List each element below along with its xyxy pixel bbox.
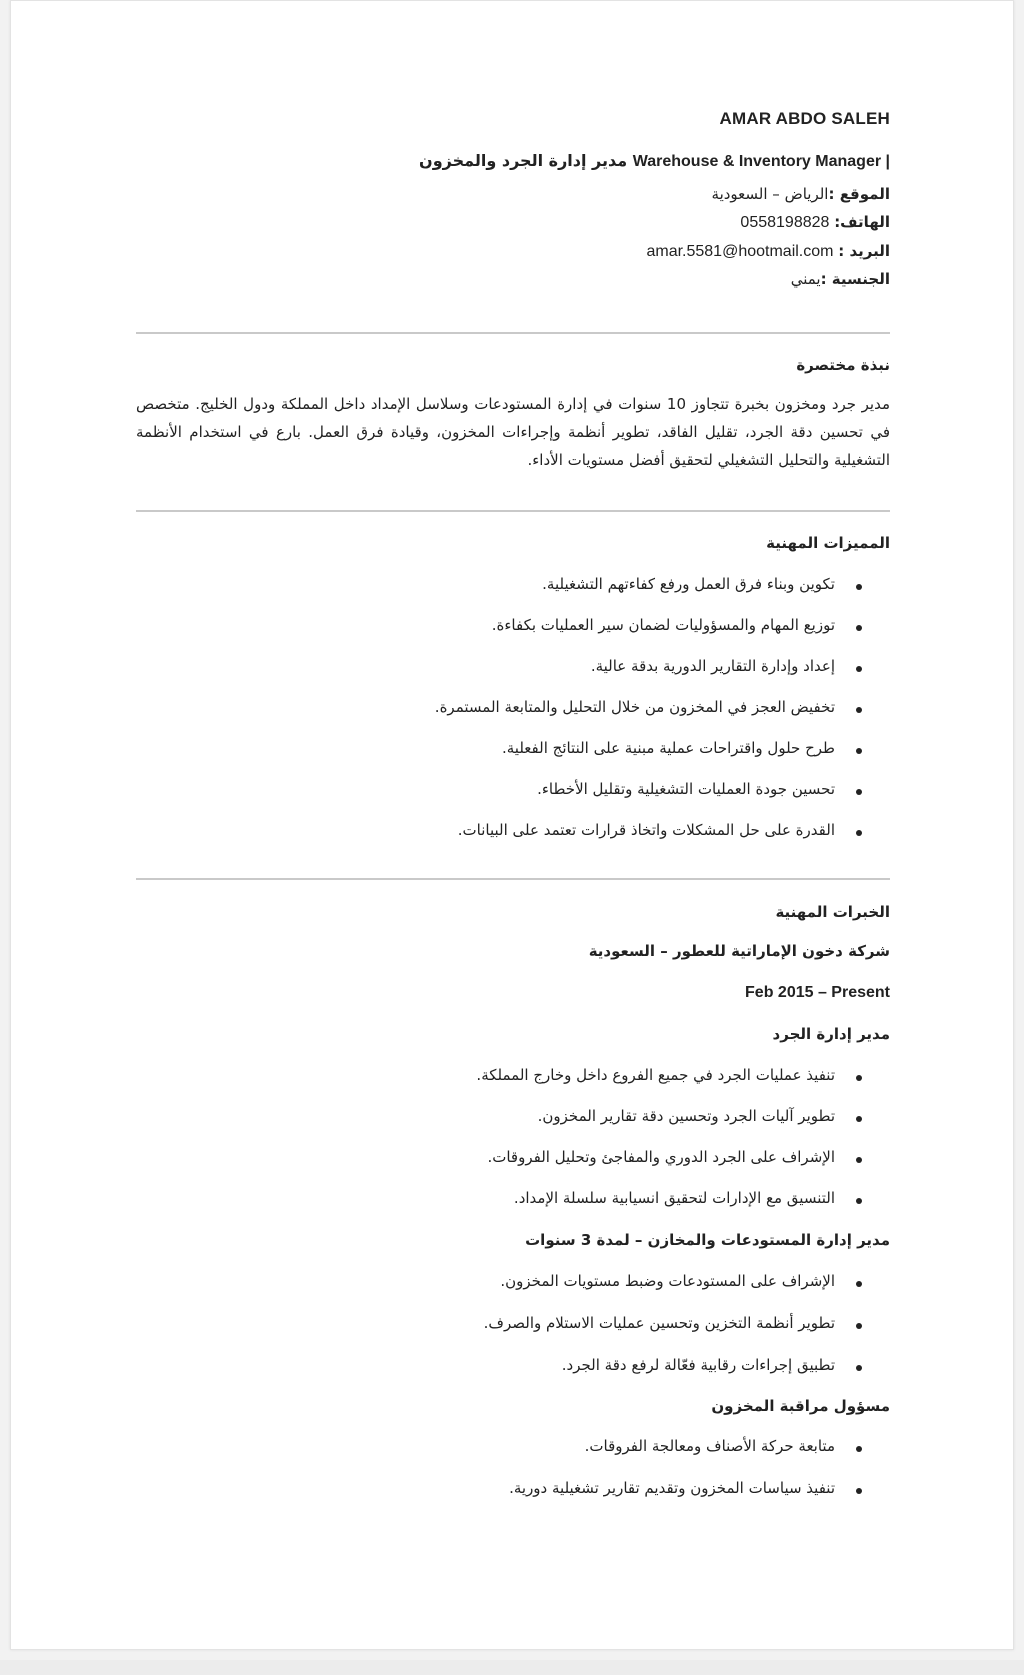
role-duties-list [484, 1266, 890, 1392]
list-item: الإشراف على الجرد الدوري والمفاجئ وتحليل الفروقات. [476, 1142, 890, 1183]
list-item: تحسين جودة العمليات التشغيلية وتقليل الأخطاء. [435, 774, 890, 815]
contact-email [646, 242, 890, 261]
list-item: متابعة حركة الأصناف ومعالجة الفروقات. [509, 1431, 890, 1473]
bullet-icon [856, 1198, 862, 1204]
bullet-icon [856, 1281, 862, 1287]
list-item: تنفيذ سياسات المخزون وتقديم تقارير تشغيلية دورية. [509, 1473, 890, 1515]
section-divider [136, 510, 890, 512]
role-title: مدير إدارة المستودعات والمخازن – لمدة 3 سنوات [525, 1231, 890, 1249]
list-item: تطوير آليات الجرد وتحسين دقة تقارير المخزون. [476, 1101, 890, 1142]
list-item: تنفيذ عمليات الجرد في جميع الفروع داخل وخارج المملكة. [476, 1060, 890, 1101]
list-item: إعداد وإدارة التقارير الدورية بدقة عالية. [435, 651, 890, 692]
bullet-icon [856, 789, 862, 795]
job-title [419, 151, 890, 171]
candidate-name: AMAR ABDO SALEH [719, 109, 890, 128]
list-item: تطوير أنظمة التخزين وتحسين عمليات الاستلام والصرف. [484, 1308, 890, 1350]
strengths-list [435, 569, 890, 856]
list-item: التنسيق مع الإدارات لتحقيق انسيابية سلسلة الإمداد. [476, 1183, 890, 1224]
strengths-title: المميزات المهنية [766, 534, 890, 552]
list-item: طرح حلول واقتراحات عملية مبنية على النتائج الفعلية. [435, 733, 890, 774]
contact-location [712, 185, 890, 203]
bullet-icon [856, 1365, 862, 1371]
list-item: تخفيض العجز في المخزون من خلال التحليل والمتابعة المستمرة. [435, 692, 890, 733]
section-divider [136, 332, 890, 334]
bullet-icon [856, 1488, 862, 1494]
nationality-value: يمني [790, 270, 821, 288]
list-item: الإشراف على المستودعات وضبط مستويات المخزون. [484, 1266, 890, 1308]
location-value: الرياض – السعودية [711, 185, 829, 203]
location-label: الموقع : [828, 185, 890, 203]
email-label: البريد : [838, 242, 890, 260]
role-duties-list [509, 1431, 890, 1515]
bullet-icon [856, 707, 862, 713]
phone-label: الهاتف: [834, 213, 890, 231]
phone-value: 0558198828 [740, 214, 830, 231]
role-title: مدير إدارة الجرد [772, 1025, 890, 1043]
section-divider [136, 878, 890, 880]
role-duties-list [476, 1060, 890, 1224]
viewer-bottom-edge [0, 1660, 1024, 1675]
list-item: القدرة على حل المشكلات واتخاذ قرارات تعتمد على البيانات. [435, 815, 890, 856]
bullet-icon [856, 1075, 862, 1081]
bullet-icon [856, 666, 862, 672]
contact-nationality [791, 270, 890, 288]
bullet-icon [856, 1157, 862, 1163]
list-item: تكوين وبناء فرق العمل ورفع كفاءتهم التشغيلية. [435, 569, 890, 610]
job-title-english: Warehouse & Inventory Manager | [632, 153, 890, 170]
bullet-icon [856, 748, 862, 754]
bullet-icon [856, 830, 862, 836]
bullet-icon [856, 625, 862, 631]
job-title-arabic: مدير إدارة الجرد والمخزون [419, 151, 628, 170]
experience-title: الخبرات المهنية [775, 903, 890, 921]
contact-phone [740, 213, 890, 232]
email-value: amar.5581@hootmail.com [646, 243, 834, 260]
employment-date: Feb 2015 – Present [745, 984, 890, 1001]
bullet-icon [856, 1323, 862, 1329]
list-item: توزيع المهام والمسؤوليات لضمان سير العمليات بكفاءة. [435, 610, 890, 651]
bullet-icon [856, 1446, 862, 1452]
bullet-icon [856, 1116, 862, 1122]
nationality-label: الجنسية : [820, 270, 890, 288]
list-item: تطبيق إجراءات رقابية فعّالة لرفع دقة الجرد. [484, 1350, 890, 1392]
bullet-icon [856, 584, 862, 590]
summary-text: مدير جرد ومخزون بخبرة تتجاوز 10 سنوات في إدارة المستودعات وسلاسل الإمداد داخل المملكة ودول الخليج. متخصص في تحسين دقة الجرد، تقليل الفاقد، تطوير أنظمة وإجراءات المخزون، وقيادة فرق العمل. بارع في استخدام الأنظمة التشغيلية والتحليل التشغيلي لتحقيق أفضل مستويات الأداء. [136, 395, 891, 469]
resume-page [10, 0, 1014, 1650]
role-title: مسؤول مراقبة المخزون [711, 1397, 890, 1415]
summary-title: نبذة مختصرة [796, 356, 890, 374]
company-name: شركة دخون الإماراتية للعطور – السعودية [588, 942, 890, 960]
